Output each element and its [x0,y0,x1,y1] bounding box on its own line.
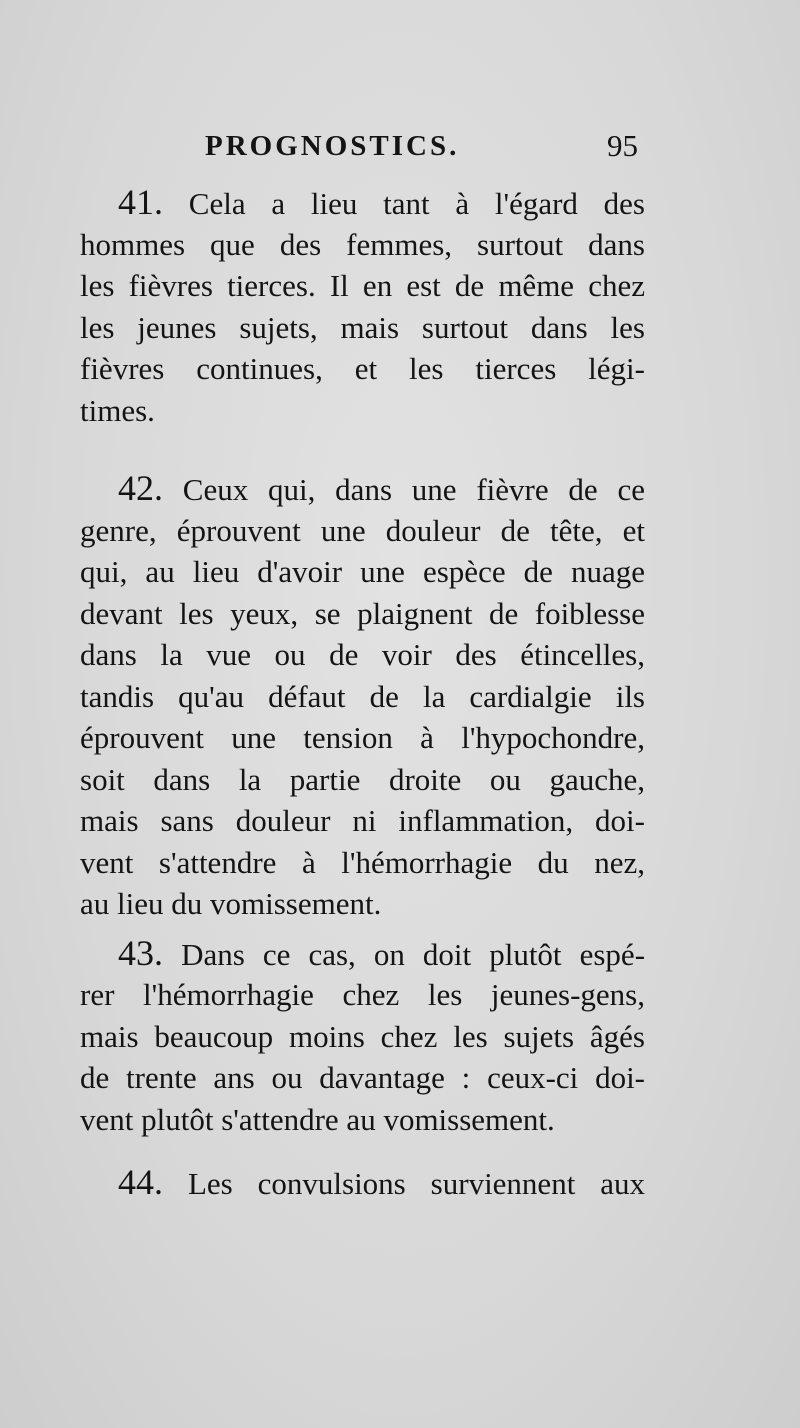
paragraph-42-line-6: tandis qu'au défaut de la cardialgie ils [80,678,645,714]
paragraph-42-line-5: dans la vue ou de voir des étincelles, [80,637,645,672]
paragraph-41-line-5: fièvres continues, et les tierces légi- [80,351,645,386]
paragraph-gap [80,925,645,933]
page-number: 95 [607,128,638,163]
paragraph-43-line-4: de trente ans ou davantage : ceux-ci doi- [80,1060,645,1095]
paragraph-gap [80,431,645,468]
paragraph-41-line-2: hommes que des femmes, surtout dans [80,226,645,262]
paragraph-42-line-9: mais sans douleur ni inflammation, doi- [80,803,645,838]
paragraph-41-line-6: times. [80,392,155,428]
paragraph-number: 41. [118,182,163,222]
paragraph-42-line-10: vent s'attendre à l'hémorrhagie du nez, [80,844,645,880]
paragraph-42-line-8: soit dans la partie droite ou gauche, [80,761,645,797]
paragraph-42-line-2: genre, éprouvent une douleur de tête, et [80,512,645,548]
paragraph-number: 42. [118,468,163,508]
running-head [205,130,638,180]
running-title: PROGNOSTICS. [205,130,460,162]
paragraph-number: 43. [118,932,163,973]
paragraph-44-line-1: 44. Les convulsions surviennent aux [118,1162,646,1202]
paragraph-42-line-1: 42. Ceux qui, dans une fièvre de ce [118,468,646,508]
paragraph-43-line-2: rer l'hémorrhagie chez les jeunes-gens, [80,977,645,1012]
paragraph-41-line-1: 41. Cela a lieu tant à l'égard des [118,182,645,222]
paragraph-41-line-3: les fièvres tierces. Il en est de même chez [80,268,645,303]
paragraph-42-line-11: au lieu du vomissement. [80,886,382,921]
paragraph-43-line-5: vent plutôt s'attendre au vomissement. [80,1101,555,1137]
paragraph-gap [80,1140,645,1162]
paragraph-number: 44. [118,1162,163,1202]
paragraph-42-line-3: qui, au lieu d'avoir une espèce de nuage [80,554,645,589]
paragraph-41-line-4: les jeunes sujets, mais surtout dans les [80,309,645,345]
paragraph-43-line-3: mais beaucoup moins chez les sujets âgés [80,1018,645,1054]
paragraph-42-line-4: devant les yeux, se plaignent de foiblesse [80,595,645,631]
paragraph-43-line-1: 43. Dans ce cas, on doit plutôt espé- [118,932,646,973]
paragraph-42-line-7: éprouvent une tension à l'hypochondre, [80,720,645,755]
body-text [80,182,645,1204]
